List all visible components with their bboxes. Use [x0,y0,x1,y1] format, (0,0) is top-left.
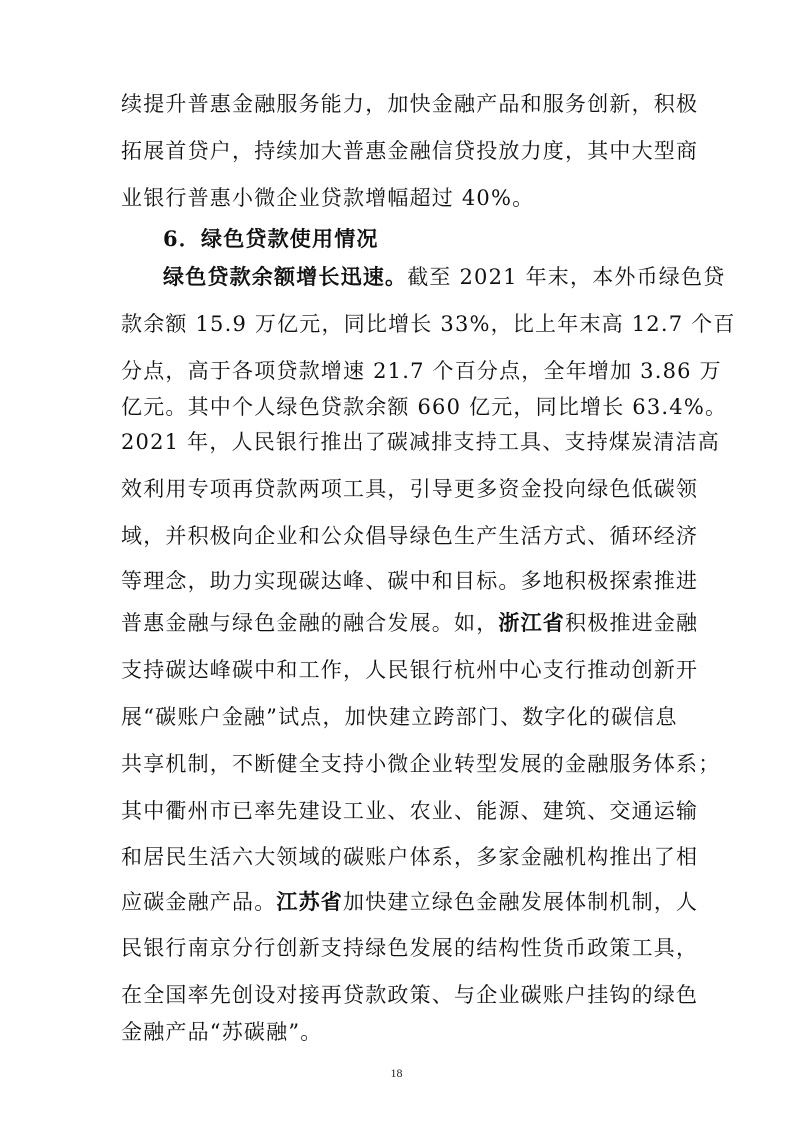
paragraph-line [121,752,721,776]
text-run: 金融产品“苏碳融”。 [121,1020,323,1044]
section-heading [163,227,723,251]
text-run: 效利用专项再贷款两项工具，引导更多资金投向绿色低碳领 [121,477,699,501]
text-run: 等理念，助力实现碳达峰、碳中和目标。多地积极探索推进 [121,569,699,593]
text-run: 加快建立绿色金融发展体制机制，人 [343,890,699,914]
paragraph-line [121,139,699,163]
paragraph-line [121,524,699,548]
bold-region-name: 江苏省 [276,889,344,914]
paragraph-line [121,359,722,383]
bold-region-name: 浙江省 [498,610,566,635]
text-run: 展“碳账户金融”试点，加快建立跨部门、数字化的碳信息 [121,705,678,729]
paragraph-line [121,569,699,593]
text-run: 普惠金融与绿色金融的融合发展。如， [121,611,499,635]
paragraph-line [121,1020,681,1044]
text-run: 亿元。其中个人绿色贷款余额 660 亿元，同比增长 63.4%。 [121,395,728,419]
text-run: 域，并积极向企业和公众倡导绿色生产生活方式、循环经济 [121,524,699,548]
text-run: 分点，高于各项贷款增速 21.7 个百分点，全年增加 3.86 万 [121,359,722,383]
text-run: 续提升普惠金融服务能力，加快金融产品和服务创新，积极 [121,92,699,116]
paragraph-line [121,799,699,823]
text-run: 民银行南京分行创新支持绿色发展的结构性货币政策工具， [121,936,699,960]
heading-text: 6．绿色贷款使用情况 [163,226,379,251]
paragraph-line [121,936,699,960]
paragraph-line [121,845,699,869]
paragraph-line [121,92,699,116]
paragraph-line [121,430,720,454]
page-number: 18 [390,1066,403,1080]
paragraph-line [163,264,726,289]
paragraph-line [121,889,699,914]
text-run: 2021 年，人民银行推出了碳减排支持工具、支持煤炭清洁高 [121,430,720,454]
paragraph-line [121,983,699,1007]
text-run: 其中衢州市已率先建设工业、农业、能源、建筑、交通运输 [121,799,699,823]
paragraph-line [121,658,699,682]
paragraph-line [121,477,699,501]
paragraph-line [121,312,736,336]
text-run: 款余额 15.9 万亿元，同比增长 33%，比上年末高 12.7 个百 [121,312,736,336]
text-run: 和居民生活六大领域的碳账户体系，多家金融机构推出了相 [121,845,699,869]
paragraph-line [121,705,681,729]
text-run: 支持碳达峰碳中和工作，人民银行杭州中心支行推动创新开 [121,658,699,682]
bold-lead-phrase: 绿色贷款余额增长迅速。 [163,264,408,289]
paragraph-line [121,395,728,419]
text-run: 在全国率先创设对接再贷款政策、与企业碳账户挂钩的绿色 [121,983,699,1007]
paragraph-line [121,186,681,210]
paragraph-line [121,610,699,635]
text-run: 积极推进金融 [565,611,699,635]
text-run: 截至 2021 年末，本外币绿色贷 [407,265,726,289]
text-run: 应碳金融产品。 [121,890,277,914]
text-run: 拓展首贷户，持续加大普惠金融信贷投放力度，其中大型商 [121,139,699,163]
text-run: 业银行普惠小微企业贷款增幅超过 40%。 [121,186,535,210]
text-run: 共享机制，不断健全支持小微企业转型发展的金融服务体系； [121,752,721,776]
